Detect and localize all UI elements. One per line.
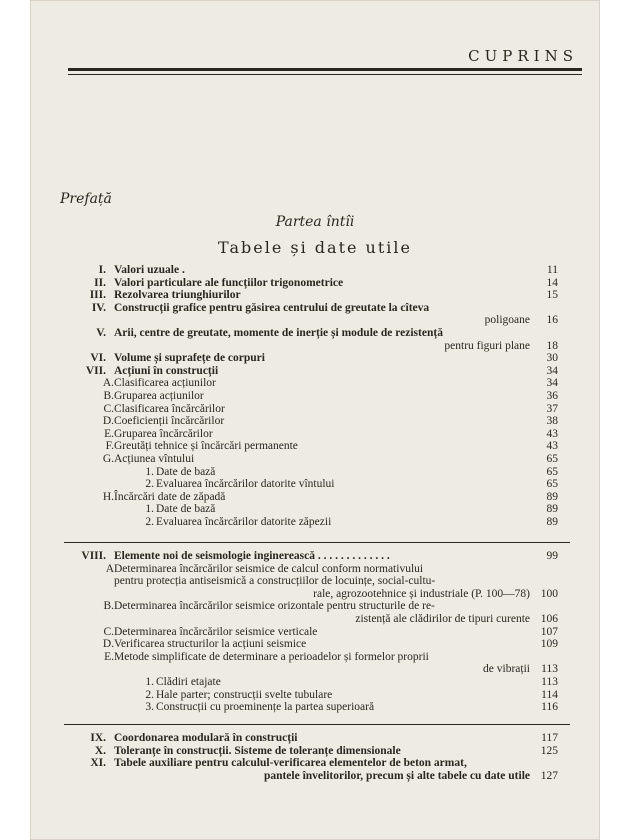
toc-entry-title: Metode simplificate de determinare a perioadelor și formelor proprii — [114, 650, 429, 663]
toc-entry-page: 127 — [540, 769, 558, 782]
toc-entry-number: 2. — [145, 515, 154, 528]
toc-entry[interactable] — [30, 651, 600, 664]
toc-entry[interactable] — [30, 732, 600, 745]
toc-entry-page: 113 — [541, 663, 558, 676]
toc-entry-page: 37 — [546, 402, 558, 415]
toc-entry-number: 1. — [145, 675, 154, 688]
toc-entry-page: 89 — [546, 515, 558, 528]
toc-section-part-one — [30, 264, 600, 528]
toc-entry-title: Determinarea încărcărilor seismice orizontale pentru structurile de re- — [114, 600, 435, 613]
toc-entry-title: Hale parter; construcții svelte tubulare — [156, 688, 333, 701]
section-divider — [64, 724, 570, 725]
toc-entry-title: Coeficienții încărcărilor — [114, 415, 225, 428]
toc-entry-number: IV. — [91, 301, 106, 314]
toc-entry-title: Greutăți tehnice și încărcări permanente — [114, 440, 298, 453]
header-rule — [68, 68, 582, 71]
toc-entry[interactable] — [30, 503, 600, 516]
toc-entry-page: 125 — [540, 744, 558, 757]
toc-entry-number: 2. — [145, 478, 154, 491]
page-title: CUPRINS — [468, 47, 578, 65]
toc-entry-title: Date de bază — [156, 465, 216, 478]
toc-section-end — [30, 732, 600, 782]
toc-entry[interactable] — [30, 550, 600, 563]
toc-entry-page: 18 — [546, 339, 558, 352]
toc-entry[interactable] — [30, 327, 600, 340]
toc-entry[interactable] — [30, 516, 600, 529]
part-label: Partea întîi — [275, 214, 355, 230]
toc-entry-title: Gruparea acțiunilor — [114, 389, 204, 402]
toc-entry[interactable] — [30, 588, 600, 601]
toc-entry-page: 89 — [546, 490, 558, 503]
toc-entry-title: Date de bază — [156, 503, 216, 516]
toc-entry-number: B. — [103, 600, 114, 613]
toc-entry-title: Toleranțe în construcții. Sisteme de toleranțe dimensionale — [114, 744, 401, 757]
toc-entry-page: 106 — [540, 612, 558, 625]
toc-entry-page: 100 — [540, 587, 558, 600]
preface-link[interactable]: Prefață — [60, 191, 112, 207]
toc-entry[interactable] — [30, 770, 600, 783]
toc-entry-page: 15 — [546, 289, 558, 302]
toc-entry-title: Verificarea structurilor la acțiuni seismice — [114, 638, 307, 651]
toc-entry-title: Gruparea încărcărilor — [114, 427, 213, 440]
toc-entry[interactable] — [30, 689, 600, 702]
toc-entry[interactable] — [30, 302, 600, 315]
toc-entry-title: Valori uzuale . — [114, 264, 185, 276]
toc-entry[interactable] — [30, 575, 600, 588]
toc-entry[interactable] — [30, 277, 600, 290]
toc-entry[interactable] — [30, 663, 600, 676]
toc-entry-title: Clădiri etajate — [156, 675, 221, 688]
toc-entry-title: Evaluarea încărcărilor datorite zăpezii — [156, 515, 332, 528]
part-subtitle: Tabele și date utile — [218, 238, 412, 257]
toc-entry-page: 43 — [546, 427, 558, 440]
toc-entry-number: XI. — [90, 757, 106, 770]
toc-entry-number: 1. — [145, 465, 154, 478]
toc-entry-page: 109 — [540, 638, 558, 651]
toc-entry-title: Valori particulare ale funcțiilor trigonometrice — [114, 276, 344, 289]
toc-entry-page: 30 — [546, 352, 558, 365]
toc-entry[interactable] — [30, 428, 600, 441]
toc-entry-title: zistență ale clădirilor de tipuri curente — [355, 612, 530, 625]
toc-entry[interactable] — [30, 314, 600, 327]
toc-entry[interactable] — [30, 264, 600, 277]
toc-entry-number: X. — [94, 744, 106, 757]
toc-entry[interactable] — [30, 626, 600, 639]
toc-entry-number: H. — [102, 490, 114, 503]
toc-entry-title: Arii, centre de greutate, momente de inerție și module de rezistență — [114, 326, 443, 339]
section-divider — [64, 542, 570, 543]
toc-entry-title: Construcții grafice pentru găsirea centrului de greutate la cîteva — [114, 301, 430, 314]
toc-entry-page: 65 — [546, 478, 558, 491]
toc-entry-title: poligoane — [484, 314, 530, 327]
toc-entry-page: 38 — [546, 415, 558, 428]
toc-entry[interactable] — [30, 491, 600, 504]
toc-entry[interactable] — [30, 453, 600, 466]
toc-entry-number: III. — [89, 289, 106, 302]
toc-entry[interactable] — [30, 352, 600, 365]
toc-entry-number: F. — [105, 440, 114, 453]
toc-entry-title: Construcții cu proeminențe la partea superioară — [156, 701, 375, 714]
toc-entry-page: 65 — [546, 465, 558, 478]
toc-entry-title: pentru figuri plane — [444, 339, 530, 352]
toc-entry-page: 89 — [546, 503, 558, 516]
toc-entry[interactable] — [30, 466, 600, 479]
toc-entry-page: 107 — [540, 625, 558, 638]
toc-entry-title: Determinarea încărcărilor seismice verticale — [114, 625, 318, 638]
toc-entry-page: 114 — [541, 688, 558, 701]
toc-entry-title: pentru protecția antiseismică a construcțiilor de locuințe, social-cultu- — [114, 575, 436, 588]
toc-entry[interactable] — [30, 440, 600, 453]
toc-entry-number: D. — [102, 638, 114, 651]
toc-entry-page: 113 — [541, 675, 558, 688]
toc-entry-number: I. — [98, 264, 106, 276]
toc-entry-title: Coordonarea modulară în construcții — [114, 732, 298, 744]
toc-entry-number: V. — [96, 326, 106, 339]
toc-entry-number: A. — [102, 377, 114, 390]
toc-entry[interactable] — [30, 701, 600, 714]
header-rule-thin — [68, 74, 582, 75]
toc-entry-number: E. — [104, 427, 114, 440]
toc-entry-number: B. — [103, 389, 114, 402]
toc-entry[interactable] — [30, 478, 600, 491]
toc-entry-title: Elemente noi de seismologie inginerească . . . . . . . . . . . . . — [114, 550, 390, 562]
toc-entry-title: Determinarea încărcărilor seismice de calcul conform normativului — [114, 562, 424, 575]
toc-entry-number: 2. — [145, 688, 154, 701]
toc-entry-number: G. — [102, 452, 114, 465]
toc-entry[interactable] — [30, 415, 600, 428]
toc-entry-page: 36 — [546, 389, 558, 402]
book-page — [30, 0, 600, 840]
toc-entry-title: Volume și suprafețe de corpuri — [114, 352, 265, 365]
toc-entry-number: C. — [103, 625, 114, 638]
toc-entry-title: Evaluarea încărcărilor datorite vîntului — [156, 478, 335, 491]
toc-entry-page: 43 — [546, 440, 558, 453]
toc-entry[interactable] — [30, 377, 600, 390]
toc-entry-number: 1. — [145, 503, 154, 516]
toc-entry-number: E. — [104, 650, 114, 663]
toc-entry-title: de vibrații — [483, 663, 530, 676]
toc-entry-number: C. — [103, 402, 114, 415]
toc-entry-number: 3. — [145, 701, 154, 714]
toc-entry[interactable] — [30, 340, 600, 353]
toc-entry-page: 99 — [546, 550, 558, 562]
toc-entry-title: Acțiuni în construcții — [114, 364, 219, 377]
toc-entry-title: Rezolvarea triunghiurilor — [114, 289, 241, 302]
toc-entry-page: 116 — [541, 701, 558, 714]
toc-entry-number: VI. — [90, 352, 106, 365]
toc-entry-title: Clasificarea încărcărilor — [114, 402, 225, 415]
toc-entry-page: 117 — [541, 732, 558, 744]
toc-entry-page: 34 — [546, 364, 558, 377]
toc-entry-title: Clasificarea acțiunilor — [114, 377, 216, 390]
toc-entry[interactable] — [30, 365, 600, 378]
toc-entry[interactable] — [30, 403, 600, 416]
toc-entry-number: D. — [102, 415, 114, 428]
toc-entry-number: VIII. — [81, 550, 106, 562]
toc-entry-page: 16 — [546, 314, 558, 327]
toc-entry-title: Tabele auxiliare pentru calculul-verificarea elementelor de beton armat, — [114, 757, 467, 770]
toc-entry[interactable] — [30, 745, 600, 758]
toc-entry[interactable] — [30, 638, 600, 651]
toc-entry[interactable] — [30, 600, 600, 613]
toc-entry-title: Acțiunea vîntului — [114, 452, 195, 465]
toc-entry-page: 65 — [546, 452, 558, 465]
toc-entry-title: rale, agrozootehnice și industriale (P. 100—78) — [313, 587, 530, 600]
toc-entry-number: II. — [94, 276, 106, 289]
toc-entry[interactable] — [30, 676, 600, 689]
toc-entry[interactable] — [30, 613, 600, 626]
toc-entry[interactable] — [30, 289, 600, 302]
toc-entry-number: IX. — [90, 732, 106, 744]
toc-entry-number: VII. — [85, 364, 106, 377]
toc-entry[interactable] — [30, 757, 600, 770]
toc-entry[interactable] — [30, 563, 600, 576]
toc-entry-number: A — [105, 562, 114, 575]
toc-entry[interactable] — [30, 390, 600, 403]
toc-entry-page: 11 — [546, 264, 558, 276]
toc-entry-title: Încărcări date de zăpadă — [114, 490, 226, 503]
toc-entry-title: pantele învelitorilor, precum și alte tabele cu date utile — [263, 769, 530, 782]
toc-section-seismology — [30, 550, 600, 714]
toc-entry-page: 34 — [546, 377, 558, 390]
toc-entry-page: 14 — [546, 276, 558, 289]
